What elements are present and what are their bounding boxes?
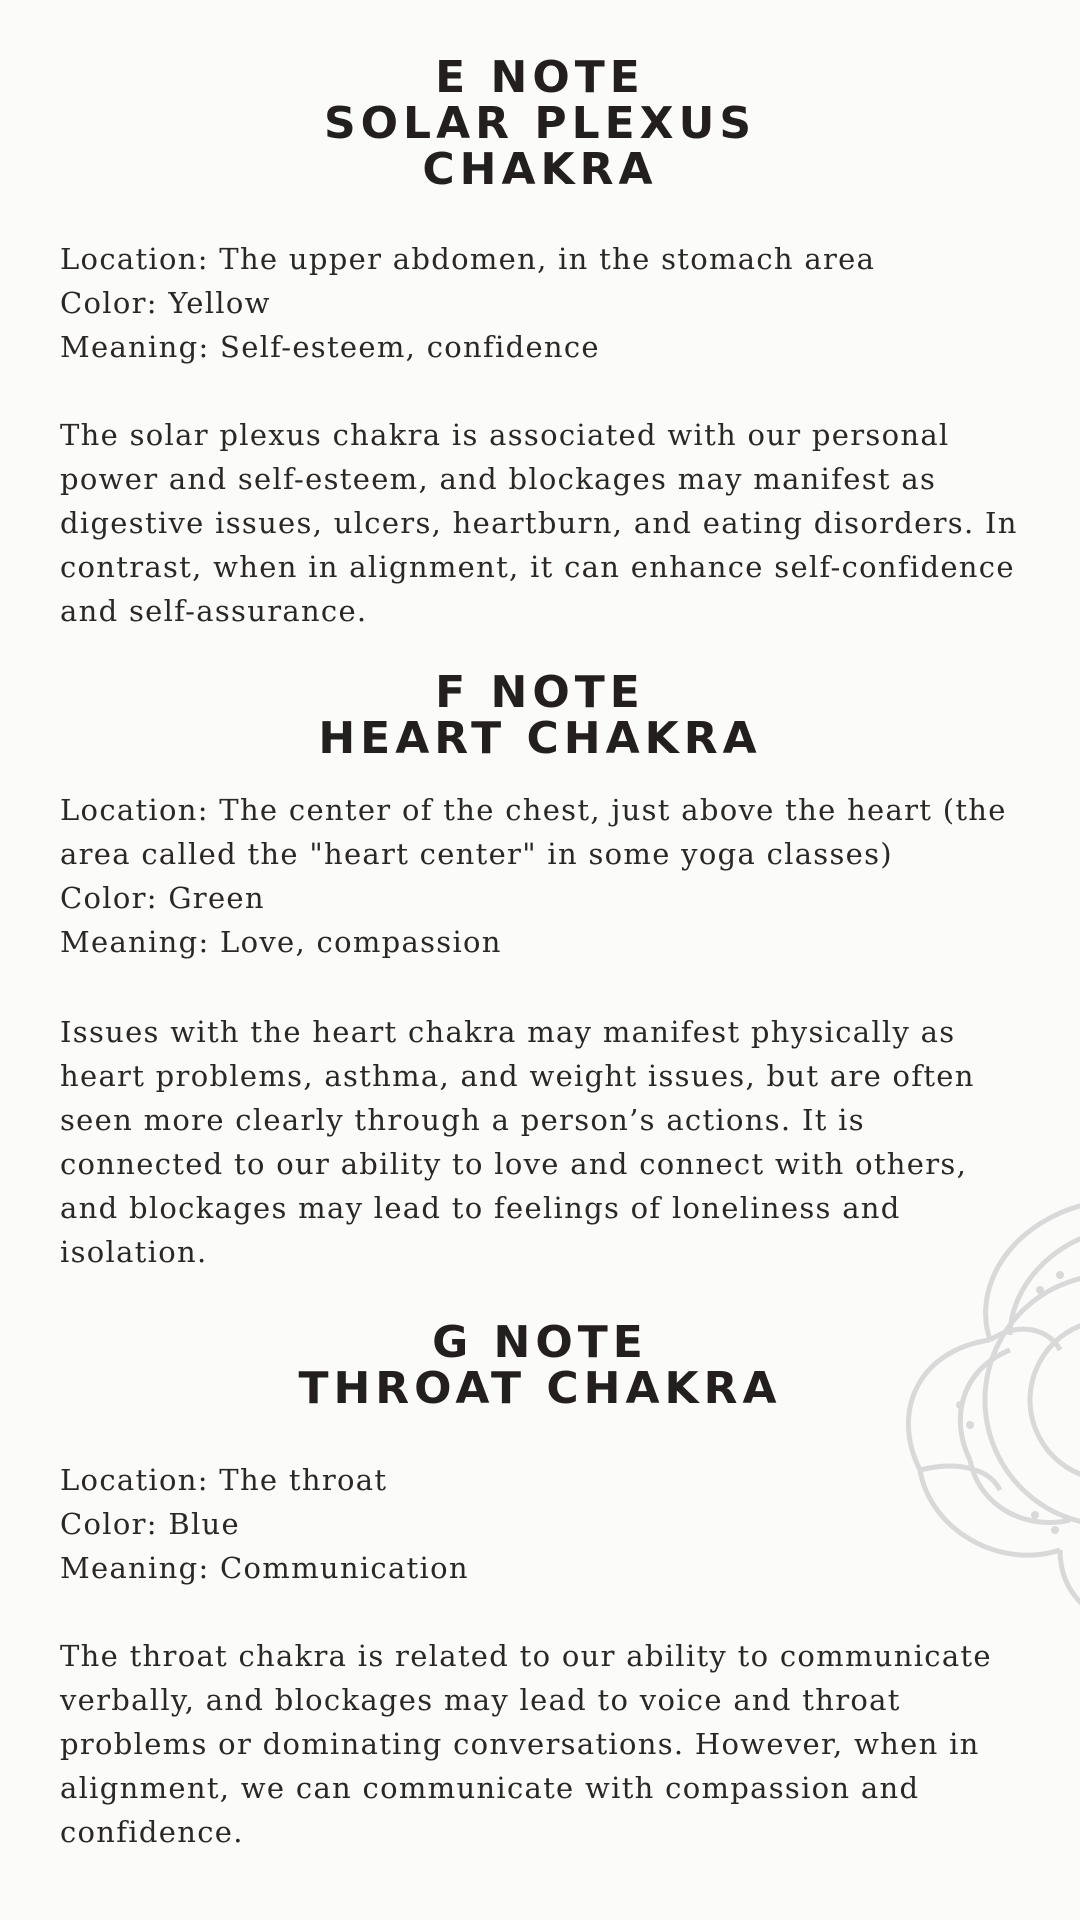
section-heading [0,1317,1080,1414]
meaning-text: Meaning: Love, compassion [60,925,502,959]
description-line: power and self-esteem, and blockages may manifest as [60,462,937,496]
chakra-description [60,1010,1030,1274]
heading-line: HEART CHAKRA [318,713,762,764]
section-heading [0,52,1080,195]
description-line: confidence. [60,1815,244,1849]
chakra-attributes [60,1458,1030,1590]
chakra-attributes [60,237,1030,369]
description-line: and self-assurance. [60,594,368,628]
chakra-attributes [60,788,1030,964]
location-text: Location: The upper abdomen, in the stomach area [60,242,876,276]
chakra-description [60,1634,1030,1854]
heading-line: G NOTE [432,1317,648,1368]
location-text: Location: The center of the chest, just above the heart (the [60,793,1007,827]
description-line: heart problems, asthma, and weight issues, but are often [60,1059,975,1093]
description-line: digestive issues, ulcers, heartburn, and eating disorders. In [60,506,1018,540]
color-text: Color: Green [60,881,265,915]
section-heading [0,667,1080,764]
description-line: Issues with the heart chakra may manifest physically as [60,1015,956,1049]
description-line: connected to our ability to love and connect with others, [60,1147,968,1181]
meaning-text: Meaning: Communication [60,1551,469,1585]
chakra-description [60,413,1030,633]
description-line: The throat chakra is related to our ability to communicate [60,1639,992,1673]
description-line: The solar plexus chakra is associated with our personal [60,418,950,452]
meaning-text: Meaning: Self-esteem, confidence [60,330,600,364]
color-text: Color: Yellow [60,286,271,320]
heading-line: CHAKRA [422,144,658,195]
heading-line: E NOTE [435,52,645,103]
description-line: and blockages may lead to feelings of loneliness and [60,1191,901,1225]
description-line: contrast, when in alignment, it can enhance self-confidence [60,550,1015,584]
location-text: Location: The throat [60,1463,388,1497]
description-line: verbally, and blockages may lead to voice and throat [60,1683,901,1717]
heading-line: SOLAR PLEXUS [323,98,757,149]
description-line: problems or dominating conversations. However, when in [60,1727,980,1761]
description-line: alignment, we can communicate with compassion and [60,1771,920,1805]
location-text: area called the "heart center" in some yoga classes) [60,837,893,871]
description-line: isolation. [60,1235,208,1269]
color-text: Color: Blue [60,1507,240,1541]
heading-line: F NOTE [435,667,645,718]
heading-line: THROAT CHAKRA [298,1363,782,1414]
description-line: seen more clearly through a person’s actions. It is [60,1103,865,1137]
